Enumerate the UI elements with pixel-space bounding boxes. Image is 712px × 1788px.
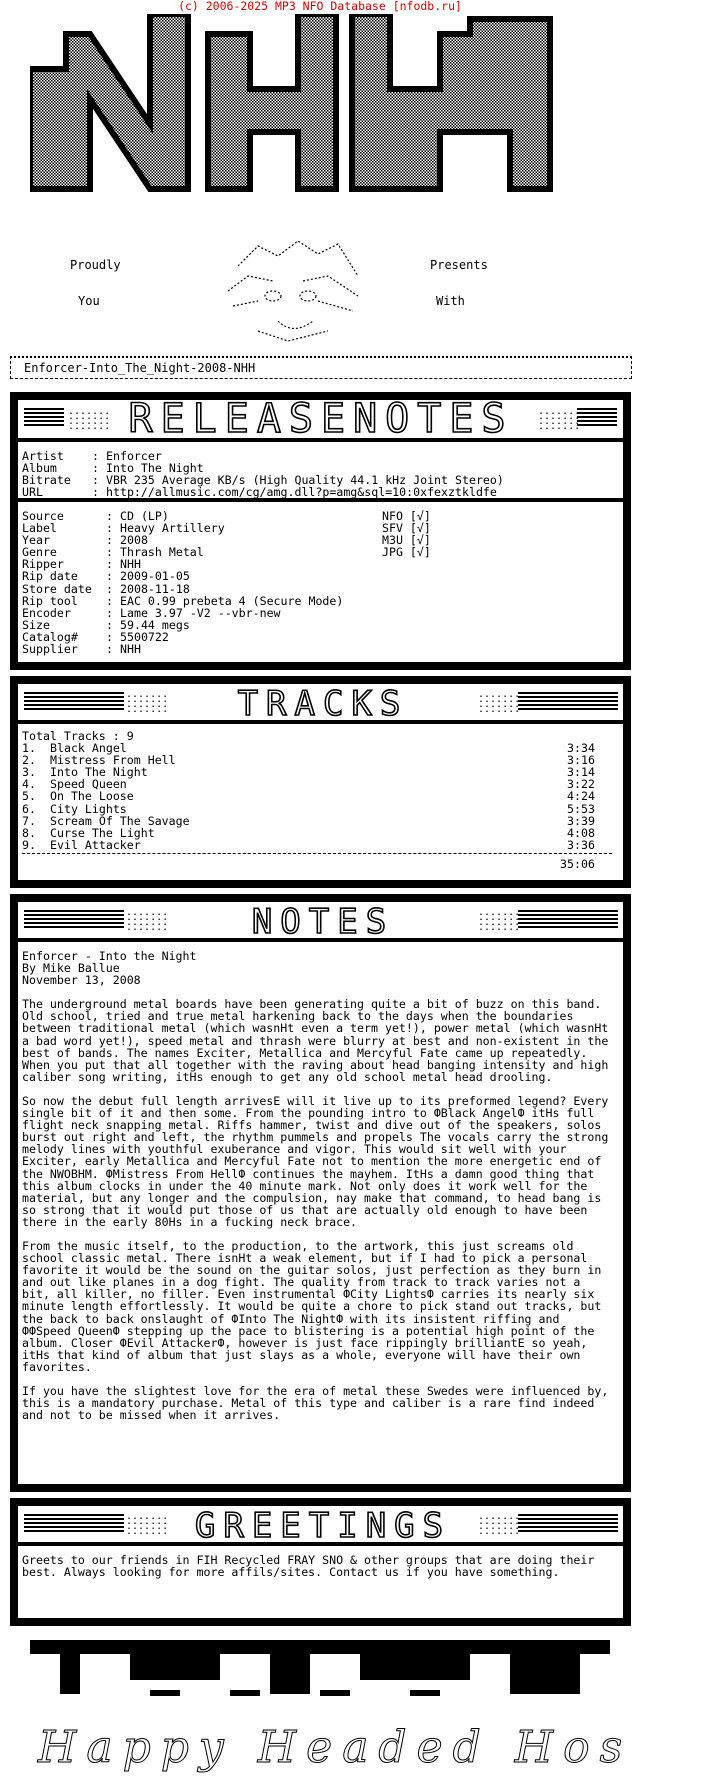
footer-bars-art <box>30 1640 610 1714</box>
tracks-title: TRACKS <box>237 684 409 724</box>
track-title: City Lights <box>50 801 127 816</box>
info-key: Rip tool <box>22 593 78 608</box>
info-value: 2009-01-05 <box>120 569 190 584</box>
track-time: 3:14 <box>567 765 595 780</box>
word-you: You <box>78 294 100 308</box>
info-key: Album <box>22 461 57 476</box>
track-time: 3:22 <box>567 777 595 792</box>
track-num: 5. <box>22 789 36 804</box>
info-sep: : <box>106 581 120 596</box>
info-value[interactable]: http://allmusic.com/cg/amg.dll?p=amg&sql=10:0xfexztkldfe <box>106 485 497 500</box>
release-notes-frame <box>10 392 631 670</box>
info-sep: : <box>92 449 106 463</box>
info-sep: : <box>106 569 120 584</box>
track-title: Scream Of The Savage <box>50 813 190 828</box>
info-key: URL <box>22 485 43 500</box>
notes-paragraph: If you have the slightest love for the era of metal these Swedes were influenced by, this is a mandatory purchase. Metal of this type and caliber is a rare find indeed and not to be missed when it arrives. <box>22 1384 609 1423</box>
info-sep: : <box>92 485 106 500</box>
greetings-body <box>22 1554 612 1590</box>
track-title: Into The Night <box>50 765 148 780</box>
track-row <box>22 803 612 815</box>
footer-signature: Happy Headed Hos <box>38 1722 633 1773</box>
info-value: NHH <box>120 642 141 657</box>
notes-body <box>22 950 612 1433</box>
total-time: 35:06 <box>560 856 595 871</box>
info-sep: : <box>106 533 120 548</box>
track-title: Speed Queen <box>50 777 127 792</box>
info-value: Lame 3.97 -V2 --vbr-new <box>120 605 281 620</box>
notes-date: November 13, 2008 <box>22 973 141 988</box>
track-row <box>22 815 612 827</box>
track-time: 3:16 <box>567 753 595 768</box>
info-key: Encoder <box>22 605 71 620</box>
notes-heading: Enforcer - Into the Night <box>22 949 197 963</box>
track-num: 3. <box>22 765 36 780</box>
info-flag: SFV [√] <box>382 521 431 536</box>
info-value: Thrash Metal <box>120 545 204 560</box>
info-sep: : <box>92 473 106 488</box>
track-title: On The Loose <box>50 789 134 804</box>
info-value: 2008-11-18 <box>120 581 190 596</box>
greetings-header: ....... ....... ....... ....... ....... ....... ....... ....... GREETINGS <box>18 1506 623 1542</box>
notes-title: NOTES <box>251 902 395 942</box>
track-title: Black Angel <box>50 741 127 756</box>
track-title: Mistress From Hell <box>50 753 176 768</box>
track-time: 5:53 <box>567 801 595 816</box>
info-value: VBR 235 Average KB/s (High Quality 44.1 kHz Joint Stereo) <box>106 473 504 488</box>
copyright-line: (c) 2006-2025 MP3 NFO Database [nfodb.ru] <box>178 0 462 13</box>
info-sep: : <box>106 509 120 523</box>
track-title: Evil Attacker <box>50 837 141 852</box>
track-num: 8. <box>22 825 36 840</box>
info-flag: M3U [√] <box>382 533 431 548</box>
info-sep: : <box>106 521 120 536</box>
track-num: 4. <box>22 777 36 792</box>
total-tracks-label: Total Tracks : 9 <box>22 729 134 743</box>
notes-paragraph: From the music itself, to the production, to the artwork, this just screams old school classic metal. There isnНt a weak element, but if I had to pick a personal favorite it would be the sound on the guitar solos, just perfection as they burn in and out like planes in a dog fight. The quality from track to track varies not a bit, all killer, no filler. Even instrumental ФCity LightsФ carries its nearly six minute length effortlessly. It would be quite a chore to pick stand out tracks, but the back to back onslaught of ФInto The NightФ with its insistent riffing and ФФSpeed QueenФ stepping up the pace to blistering is a potential high point of the album. Closer ФEvil AttackerФ, however is just face rippingly brilliantЕ so yeah, itНs that kind of album that just slays as a whole, everyone will have their own favorites. <box>22 1238 602 1374</box>
nhh-logo <box>30 14 610 194</box>
greetings-title: GREETINGS <box>194 1506 452 1546</box>
track-time: 3:34 <box>567 741 595 756</box>
info-value: 59.44 megs <box>120 617 190 632</box>
release-name: Enforcer-Into_The_Night-2008-NHH <box>24 361 256 375</box>
notes-author: By Mike Ballue <box>22 961 120 976</box>
info-key: Size <box>22 617 50 632</box>
info-key: Bitrate <box>22 473 71 488</box>
info-flag: JPG [√] <box>382 545 431 560</box>
word-with: With <box>436 294 465 308</box>
info-key: Store date <box>22 581 92 596</box>
info-sep: : <box>106 617 120 632</box>
info-value: NHH <box>120 557 141 572</box>
info-sep: : <box>106 545 120 560</box>
info-value: Enforcer <box>106 449 162 463</box>
tracklist <box>22 730 612 870</box>
track-row <box>22 839 612 851</box>
info-flag: NFO [√] <box>382 509 431 523</box>
info-value: 2008 <box>120 533 148 548</box>
greetings-text: Greets to our friends in FIH Recycled FRAY SNO & other groups that are doing their best. Always looking for more affils/sites. Contact us if you have something. <box>22 1553 595 1580</box>
track-row <box>22 790 612 802</box>
track-num: 1. <box>22 741 36 756</box>
info-sep: : <box>106 557 120 572</box>
info-key: Supplier <box>22 642 78 657</box>
info-key: Genre <box>22 545 57 560</box>
info-sep: : <box>106 605 120 620</box>
info-value: Heavy Artillery <box>120 521 225 536</box>
info-value: EAC 0.99 prebeta 4 (Secure Mode) <box>120 593 344 608</box>
info-key: Source <box>22 509 64 523</box>
notes-header: ....... ....... ....... ....... ....... ....... ....... ....... NOTES <box>18 902 623 938</box>
info-value: CD (LP) <box>120 509 169 523</box>
total-time-row <box>22 858 612 870</box>
track-time: 4:24 <box>567 789 595 804</box>
info-key: Rip date <box>22 569 78 584</box>
info-key: Label <box>22 521 57 536</box>
tracks-divider <box>22 853 612 854</box>
notes-paragraph: The underground metal boards have been generating quite a bit of buzz on this band. Old school, tried and true metal harkening back to the days when the boundaries between traditional metal (which wasnНt even a term yet!), power metal (which wasnНt a bad word yet!), speed metal and thrash were blurry at best and non-existent in the best of bands. The names Exciter, Metallica and Mercyful Fate came up repeatedly. When you put that all together with the raving about head banging intensity and high caliber song writing, itНs enough to get any old school metal head drooling. <box>22 997 609 1084</box>
track-num: 6. <box>22 801 36 816</box>
info-sep: : <box>106 593 120 608</box>
info-value: Into The Night <box>106 461 204 476</box>
info-value: 5500722 <box>120 629 169 644</box>
info-key: Catalog# <box>22 629 78 644</box>
track-time: 3:39 <box>567 813 595 828</box>
info-sep: : <box>92 461 106 476</box>
track-time: 4:08 <box>567 825 595 840</box>
word-proudly: Proudly <box>70 258 121 272</box>
info-key: Artist <box>22 449 64 463</box>
track-title: Curse The Light <box>50 825 155 840</box>
track-num: 2. <box>22 753 36 768</box>
release-notes-title: RELEASENOTES <box>128 396 514 442</box>
track-num: 9. <box>22 837 36 852</box>
word-presents: Presents <box>430 258 488 272</box>
ascii-face-art <box>218 236 368 346</box>
release-notes-header: ....... ....... ....... ....... ....... ....... ....... ....... RELEASENOTES <box>18 400 623 438</box>
notes-paragraph: So now the debut full length arrivesЕ will it live up to its preformed legend? Every single bit of it and then some. From the pounding intro to ФBlack AngelФ itНs full flight neck snapping metal. Riffs hammer, twist and dive out of the speakers, solos burst out right and left, the rhythm pummels and propels The vocals carry the strong melody lines with youthful exuberance and vigor. This would sit well with your Exciter, early Metallica and Mercyful Fate not to mention the more energetic end of the NWOBHM. ФMistress From HellФ continues the mayhem. ItНs a damn good thing that this album clocks in under the 40 minute mark. Not only does it work well for the material, but any longer and the compulsion, nay make that command, to head bang is so strong that it would put those of us that are actually old enough to have been there in the early 80Нs in a fucking neck brace. <box>22 1093 609 1229</box>
track-time: 3:36 <box>567 837 595 852</box>
info-key: Ripper <box>22 557 64 572</box>
info-sep: : <box>106 642 120 657</box>
track-num: 7. <box>22 813 36 828</box>
info-sep: : <box>106 629 120 644</box>
info-key: Year <box>22 533 50 548</box>
tracks-header: ....... ....... ....... ....... ....... ....... ....... ....... TRACKS <box>18 684 623 720</box>
